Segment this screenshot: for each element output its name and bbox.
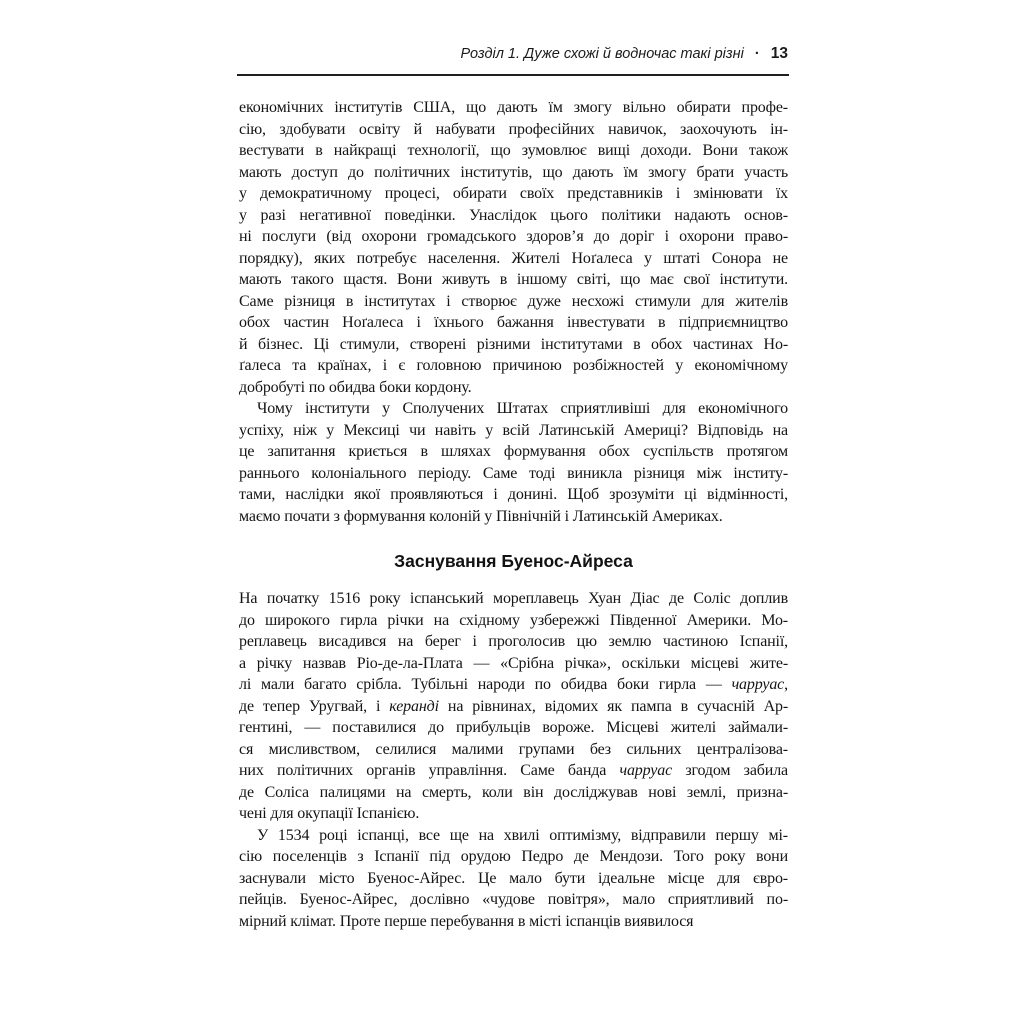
text-line: чені для окупації Іспанією. bbox=[239, 805, 420, 822]
section-heading: Заснування Буенос-Айреса bbox=[394, 551, 633, 571]
running-head-separator: · bbox=[754, 46, 760, 62]
text-line: сію поселенців з Іспанії під орудою Педро де Мендози. Того року вони bbox=[239, 848, 788, 865]
text-line: Чому інститути у Сполучених Штатах сприятливіші для економічного bbox=[257, 400, 788, 417]
text-line: У 1534 році іспанці, все ще на хвилі оптимізму, відправили першу мі- bbox=[257, 826, 788, 844]
paragraphs-after-heading bbox=[239, 588, 788, 932]
italic-term: чарруас bbox=[619, 762, 673, 779]
text-line: маємо почати з формування колоній у Північній і Латинській Америках. bbox=[239, 507, 723, 525]
text-line: де тепер Уругвай, і керанді на рівнинах, відомих як пампа в сучасній Ар- bbox=[239, 697, 788, 715]
header-rule bbox=[237, 74, 789, 76]
text-line: них політичних органів управління. Саме банда чарруас згодом забила bbox=[239, 762, 788, 779]
text-line: мають такого щастя. Вони живуть в іншому світі, що має свої інститути. bbox=[239, 271, 788, 288]
paragraphs-before-heading bbox=[239, 97, 788, 527]
text-line: успіху, ніж у Мексиці чи навіть у всій Латинській Америці? Відповідь на bbox=[239, 421, 788, 439]
text-line: це запитання криється в шляхах формування обох суспільств протягом bbox=[239, 443, 788, 460]
text-line: а річку назвав Ріо-де-ла-Плата — «Срібна річка», оскільки місцеві жите- bbox=[239, 654, 788, 672]
text-line: заснували місто Буенос-Айрес. Це мало бути ідеальне місце для євро- bbox=[239, 869, 788, 887]
running-head bbox=[238, 45, 788, 63]
text-line: гентині, — поставилися до прибульців вороже. Місцеві жителі займали- bbox=[239, 719, 788, 736]
paragraph bbox=[239, 97, 788, 398]
page-number: 13 bbox=[770, 45, 788, 62]
text-line: й бізнес. Ці стимули, створені різними інститутами в обох частинах Но- bbox=[239, 335, 788, 353]
text-line: пейців. Буенос-Айрес, дослівно «чудове повітря», мало сприятливий по- bbox=[239, 891, 788, 908]
text-line: вестувати в найкращі технології, що зумовлює вищі доходи. Вони також bbox=[239, 142, 788, 159]
running-title: Розділ 1. Дуже схожі й водночас такі різні bbox=[460, 46, 744, 62]
text-line: ні послуги (від охорони громадського здоров’я до доріг і охорони право- bbox=[239, 228, 788, 245]
paragraph bbox=[239, 398, 788, 527]
text-line: добробуті по обидва боки кордону. bbox=[239, 378, 472, 396]
text-line: раннього колоніального періоду. Саме тоді виникла різниця між інститу- bbox=[239, 464, 788, 482]
text-line: реплавець висадився на берег і проголосив цю землю частиною Іспанії, bbox=[239, 633, 788, 650]
text-line: ся мисливством, селилися малими групами без сильних централізова- bbox=[239, 740, 788, 758]
text-line: порядку), яких потребує населення. Жителі Ноґалеса у штаті Сонора не bbox=[239, 249, 788, 267]
text-line: тами, наслідки якої проявляються і донині. Щоб зрозуміти ці відмінності, bbox=[239, 486, 788, 503]
italic-term: чарруас bbox=[731, 676, 785, 693]
text-line: економічних інститутів США, що дають їм змогу вільно обирати профе- bbox=[239, 99, 788, 116]
text-line: у демократичному процесі, обирати своїх представників і змінювати їх bbox=[239, 185, 788, 202]
text-line: На початку 1516 року іспанський мореплавець Хуан Діас де Соліс доплив bbox=[239, 590, 788, 607]
paragraph bbox=[239, 825, 788, 933]
text-line: ґалеса та країнах, і є головною причиною розбіжностей у економічному bbox=[239, 357, 788, 374]
text-block bbox=[239, 97, 788, 932]
text-line: до широкого гирла річки на східному узбережжі Південної Америки. Мо- bbox=[239, 611, 788, 629]
italic-term: керанді bbox=[389, 697, 439, 715]
text-line: мірний клімат. Проте перше перебування в місті іспанців виявилося bbox=[239, 912, 694, 930]
paragraph bbox=[239, 588, 788, 825]
text-line: обох частин Ноґалеса і їхнього бажання інвестувати в підприємництво bbox=[239, 314, 788, 331]
text-line: сію, здобувати освіту й набувати професійних навичок, заохочують ін- bbox=[239, 120, 788, 138]
text-line: де Соліса палицями на смерть, коли він досліджував нові землі, призна- bbox=[239, 783, 788, 801]
text-line: у разі негативної поведінки. Унаслідок цього політики надають основ- bbox=[239, 206, 788, 224]
text-line: лі мали багато срібла. Тубільні народи по обидва боки гирла — чарруас, bbox=[239, 676, 788, 693]
text-line: мають доступ до політичних інститутів, що дають їм змогу брати участь bbox=[239, 163, 788, 181]
text-line: Саме різниця в інститутах і створює дуже несхожі стимули для жителів bbox=[239, 292, 788, 310]
